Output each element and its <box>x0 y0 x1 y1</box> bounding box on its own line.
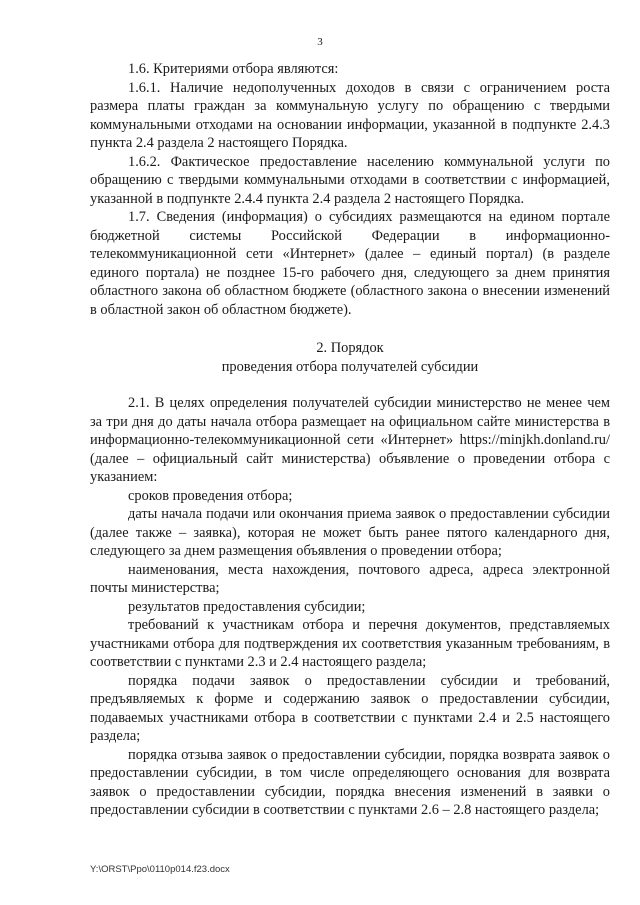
paragraph-1-7: 1.7. Сведения (информация) о субсидиях размещаются на едином портале бюджетной системы Российской Федерации в информационно-телекоммуникационной сети «Интернет» (далее – единый портал) (в разделе единого портала) не позднее 15-го рабочего дня, следующего за днем принятия областного закона об областном бюджете (областного закона о внесении изменений в областной закон об областном бюджете). <box>90 209 610 318</box>
list-item-results: результатов предоставления субсидии; <box>128 598 366 615</box>
list-item-submission-order: порядка подачи заявок о предоставлении субсидии и требований, предъявляемых к форме и содержанию заявок о предоставлении субсидии, подаваемых участниками отбора в соответствии с пунктами 2.4 и 2.5 настоящего раздела; <box>90 672 610 744</box>
list-item-deadlines: сроков проведения отбора; <box>128 487 293 504</box>
list-item-dates: даты начала подачи или окончания приема заявок о предоставлении субсидии (далее также – заявка), которая не может быть ранее пятого календарного дня, следующего за днем размещения объявления о проведении отбора; <box>90 506 610 559</box>
paragraph-1-6-2: 1.6.2. Фактическое предоставление населению коммунальной услуги по обращению с твердыми коммунальными отходами в соответствии с информацией, указанной в подпункте 2.4.4 пункта 2.4 раздела 2 настоящего Порядка. <box>90 153 610 207</box>
paragraph-1-6-1: 1.6.1. Наличие недополученных доходов в связи с ограничением роста размера платы граждан за коммунальную услугу по обращению с твердыми коммунальными отходами на основании информации, указанной в подпункте 2.4.3 пункта 2.4 раздела 2 настоящего Порядка. <box>90 79 610 151</box>
section-2-heading <box>90 339 610 376</box>
paragraph-2-1: 2.1. В целях определения получателей субсидии министерство не менее чем за три дня до даты начала отбора размещает на официальном сайте министерства в информационно-телекоммуникационной сети «Интернет» https://minjkh.donland.ru/ (далее – официальный сайт министерства) объявление о проведении отбора с указанием: <box>90 395 610 485</box>
document-body <box>90 60 610 820</box>
page-number: 3 <box>317 36 323 48</box>
paragraph-1-6: 1.6. Критериями отбора являются: <box>128 61 339 77</box>
section-2-title: 2. Порядок <box>316 340 384 356</box>
list-item-requirements: требований к участникам отбора и перечня документов, представляемых участниками отбора для подтверждения их соответствия указанным требованиям, в соответствии с пунктами 2.3 и 2.4 настоящего раздела; <box>90 617 610 670</box>
section-2-subtitle: проведения отбора получателей субсидии <box>221 358 479 375</box>
list-item-withdrawal-order: порядка отзыва заявок о предоставлении субсидии, порядка возврата заявок о предоставлении субсидии, в том числе определяющего основания для возврата заявок о предоставлении субсидии, порядка внесения изменений в заявки о предоставлении субсидии в соответствии с пунктами 2.6 – 2.8 настоящего раздела; <box>90 746 610 818</box>
file-path-footer: Y:\ORST\Ppo\0110p014.f23.docx <box>90 864 230 875</box>
list-item-contacts: наименования, места нахождения, почтового адреса, адреса электронной почты министерства; <box>90 561 610 596</box>
